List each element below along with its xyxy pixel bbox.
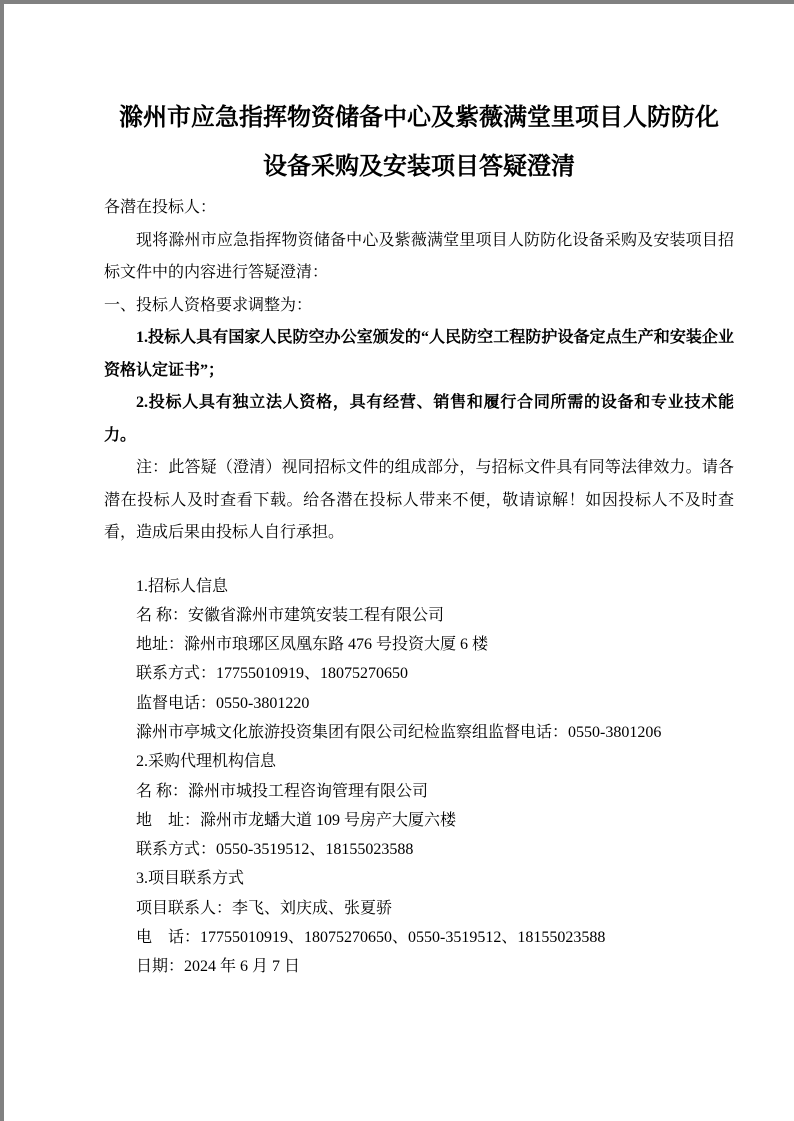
tenderer-info-heading: 1.招标人信息 [136, 577, 229, 595]
agency-info-heading: 2.采购代理机构信息 [136, 753, 277, 771]
tenderer-discipline-supervision-phone: 滁州市亭城文化旅游投资集团有限公司纪检监察组监督电话：0550-3801206 [136, 723, 662, 741]
qualification-item-1: 1.投标人具有国家人民防空办公室颁发的“人民防空工程防护设备定点生产和安装企业资格认定证书”； [104, 329, 734, 379]
tenderer-supervision-phone: 监督电话：0550-3801220 [136, 694, 310, 712]
salutation: 各潜在投标人： [104, 199, 217, 216]
document-title-line-1: 滁州市应急指挥物资储备中心及紫薇满堂里项目人防防化 [119, 105, 719, 131]
project-contact-persons: 项目联系人：李飞、刘庆成、张夏骄 [136, 899, 393, 917]
section-1-heading: 一、投标人资格要求调整为： [104, 296, 313, 314]
project-contact-heading: 3.项目联系方式 [136, 870, 245, 888]
document-title [104, 94, 734, 192]
intro-paragraph: 现将滁州市应急指挥物资储备中心及紫薇满堂里项目人防防化设备采购及安装项目招标文件中的内容进行答疑澄清： [104, 231, 734, 281]
tenderer-name: 名 称：安徽省滁州市建筑安装工程有限公司 [136, 606, 445, 624]
qualification-item-2: 2.投标人具有独立法人资格，具有经营、销售和履行合同所需的设备和专业技术能力。 [104, 394, 734, 444]
info-block [104, 572, 734, 982]
project-contact-phones: 电 话：17755010919、18075270650、0550-3519512、18155023588 [136, 929, 606, 947]
document-date: 日期：2024 年 6 月 7 日 [136, 958, 301, 976]
agency-name: 名 称：滁州市城投工程咨询管理有限公司 [136, 782, 429, 800]
tenderer-address: 地址：滁州市琅琊区凤凰东路 476 号投资大厦 6 楼 [136, 636, 489, 654]
agency-address: 地 址：滁州市龙蟠大道 109 号房产大厦六楼 [136, 811, 457, 829]
note-paragraph: 注：此答疑（澄清）视同招标文件的组成部分，与招标文件具有同等法律效力。请各潜在投标人及时查看下载。给各潜在投标人带来不便，敬请谅解！如因投标人不及时查看，造成后果由投标人自行承担。 [104, 459, 734, 541]
document-body [104, 192, 734, 982]
document-title-line-2: 设备采购及安装项目答疑澄清 [263, 154, 575, 180]
agency-contact-numbers: 联系方式：0550-3519512、18155023588 [136, 841, 414, 859]
document-content [104, 94, 734, 982]
tenderer-contact-numbers: 联系方式：17755010919、18075270650 [136, 665, 409, 683]
